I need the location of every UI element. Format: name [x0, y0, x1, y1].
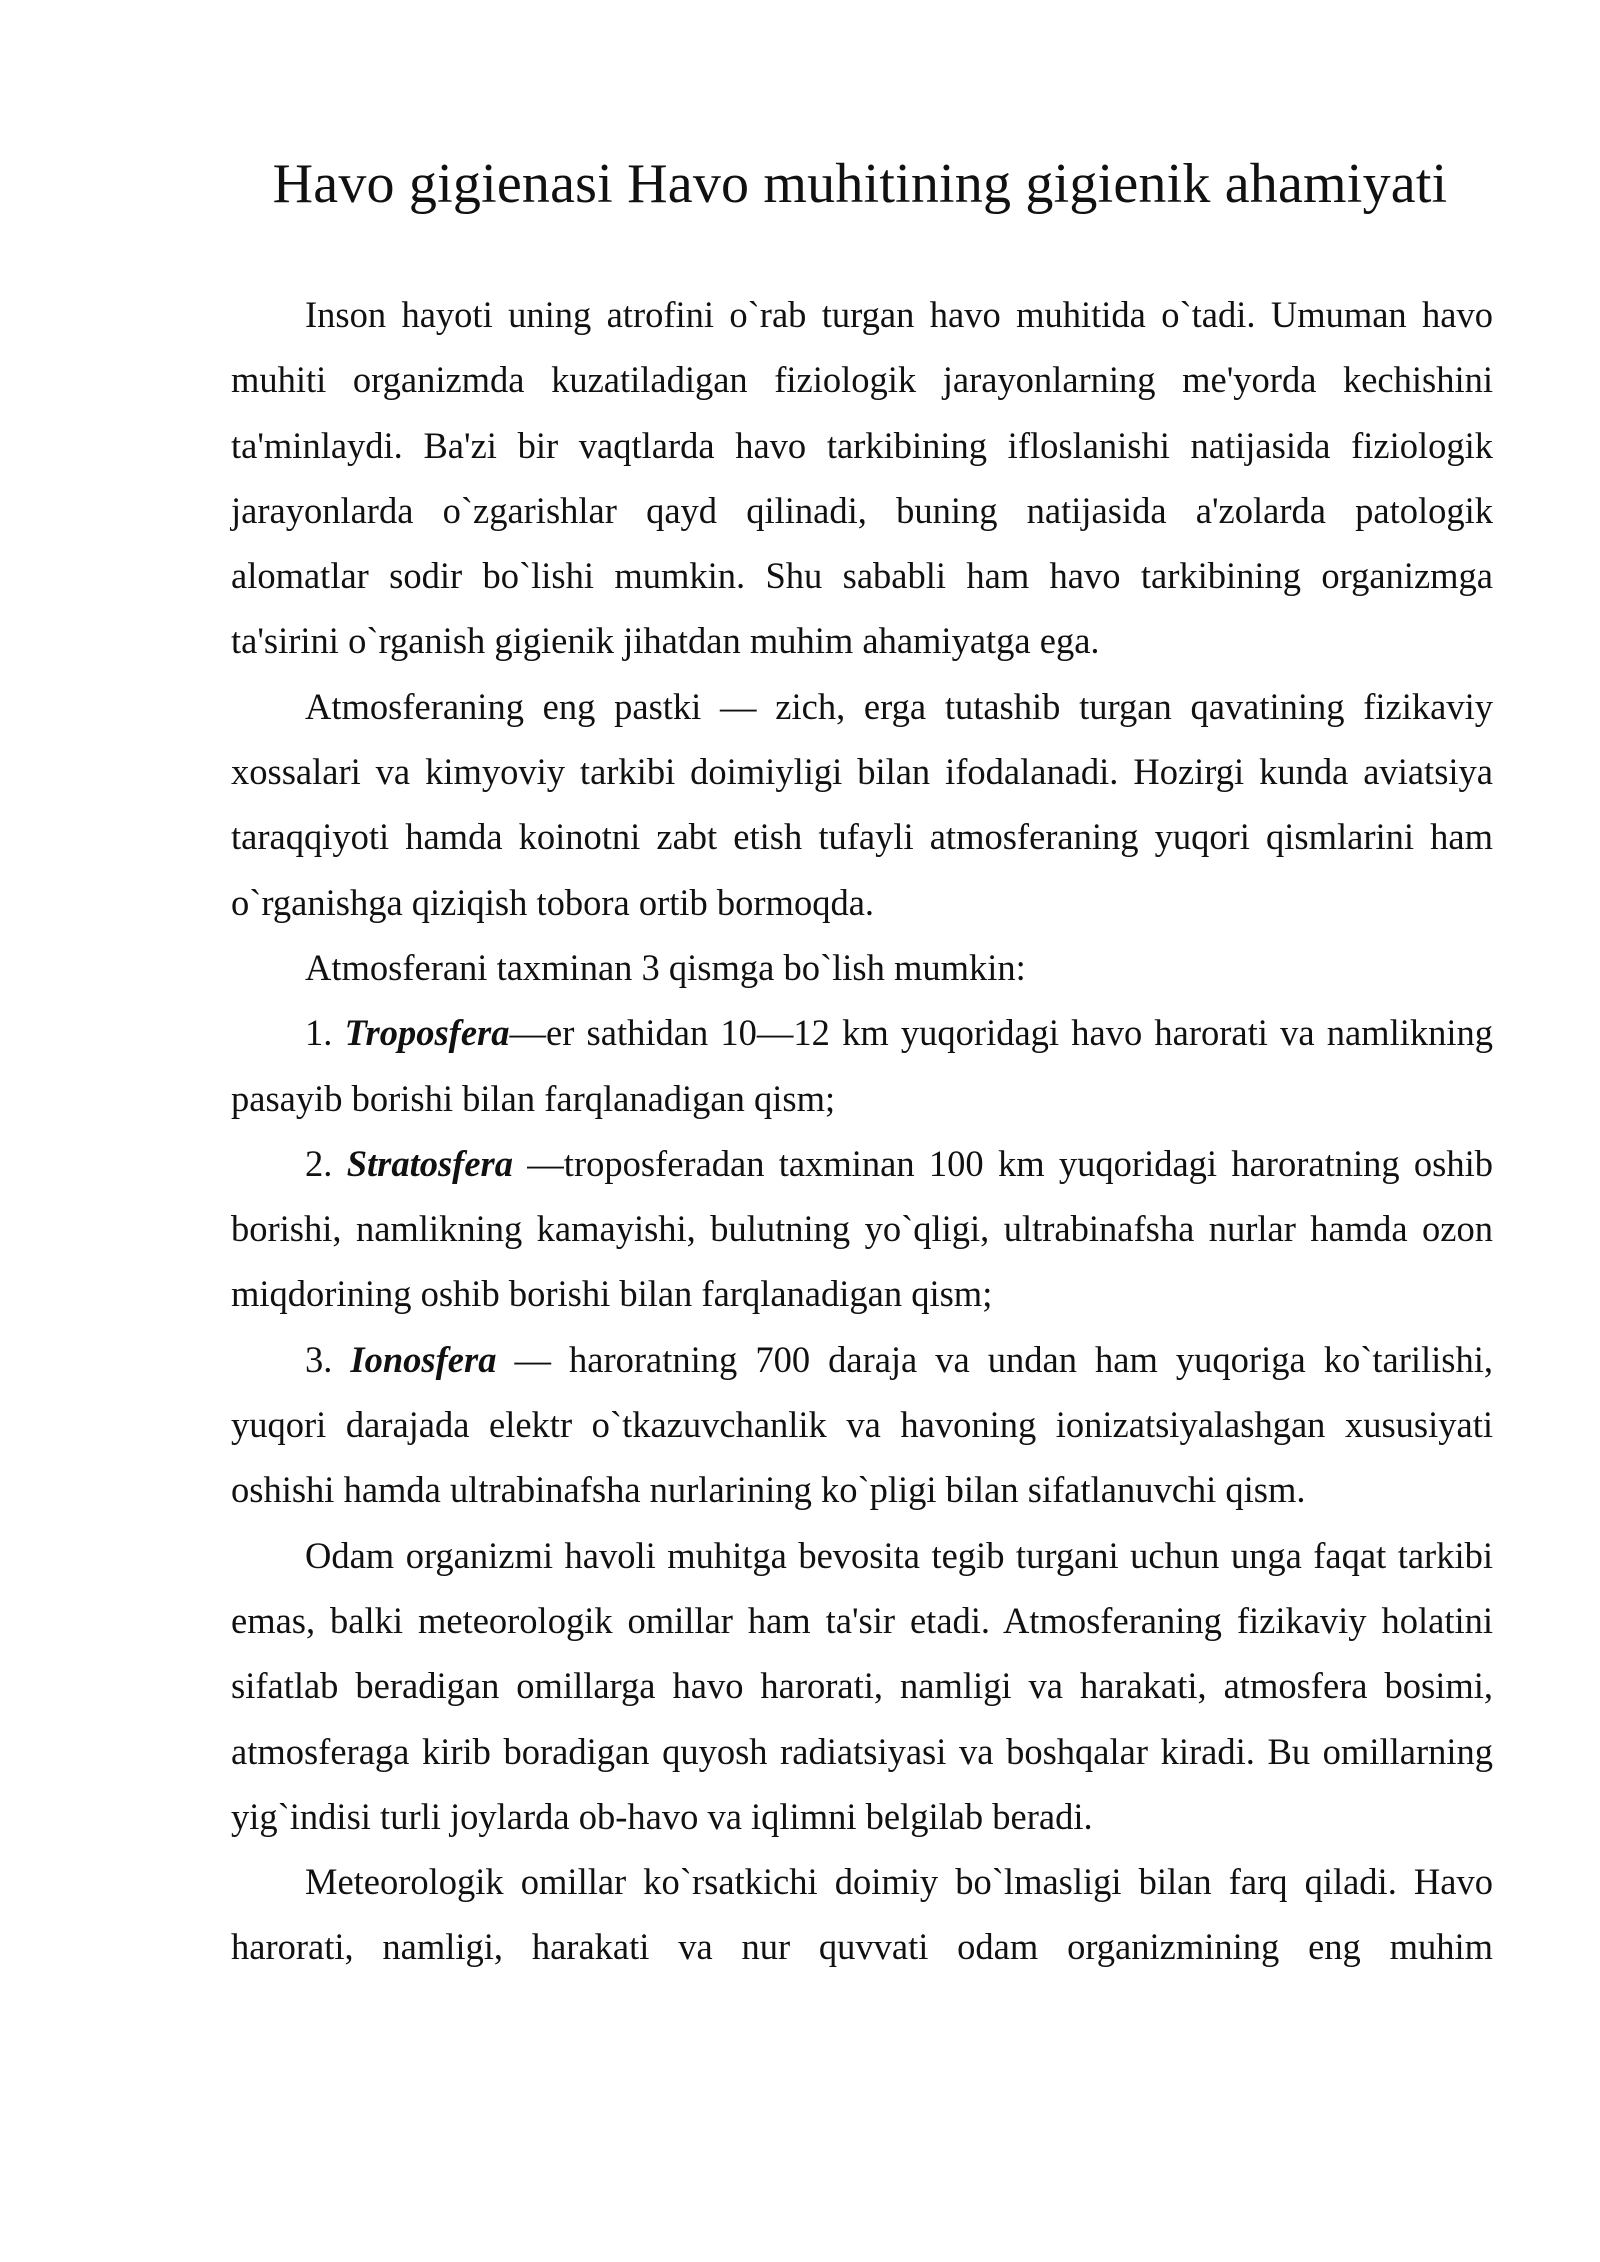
list-number: 1. — [305, 1012, 333, 1054]
document-body — [231, 282, 1493, 1980]
list-item-text: —troposferadan taxminan 100 km yuqoridagi haroratning oshib borishi, namlikning kamayishi, bulutning yo`qligi, ultrabinafsha nurlar hamda ozon miqdorining oshib borishi bilan farqlanadigan qism; — [231, 1142, 1493, 1315]
list-number: 2. — [305, 1142, 333, 1184]
list-item-stratosphere — [231, 1131, 1493, 1327]
term-stratosphere: Stratosfera — [346, 1142, 513, 1184]
paragraph-meteorological-indicators: Meteorologik omillar ko`rsatkichi doimiy bo`lmasligi bilan farq qiladi. Havo harorati, namligi, harakati va nur quvvati odam organizmining eng muhim — [231, 1861, 1493, 1968]
list-item-text: —er sathidan 10—12 km yuqoridagi havo harorati va namlikning pasayib borishi bilan farqlanadigan qism; — [231, 1012, 1493, 1119]
paragraph-list-intro: Atmosferani taxminan 3 qismga bo`lish mumkin: — [305, 946, 1026, 988]
paragraph-atmosphere-layers: Atmosferaning eng pastki — zich, erga tutashib turgan qavatining fizikaviy xossalari va kimyoviy tarkibi doimiyligi bilan ifodalanadi. Hozirgi kunda aviatsiya taraqqiyoti hamda koinotni zabt etish tufayli atmosferaning yuqori qismlarini ham o`rganishga qiziqish tobora ortib bormoqda. — [231, 685, 1493, 923]
page-title: Havo gigienasi Havo muhitining gigienik ahamiyati — [272, 153, 1448, 215]
term-ionosphere: Ionosfera — [350, 1338, 497, 1380]
list-item-text: — haroratning 700 daraja va undan ham yuqoriga ko`tarilishi, yuqori darajada elektr o`tkazuvchanlik va havoning ionizatsiyalashgan xususiyati oshishi hamda ultrabinafsha nurlarining ko`pligi bilan sifatlanuvchi qism. — [231, 1338, 1494, 1511]
term-troposphere: Troposfera — [344, 1012, 510, 1054]
list-number: 3. — [305, 1338, 333, 1380]
list-item-troposphere — [231, 1000, 1493, 1131]
paragraph-meteorological-factors: Odam organizmi havoli muhitga bevosita tegib turgani uchun unga faqat tarkibi emas, balki meteorologik omillar ham ta'sir etadi. Atmosferaning fizikaviy holatini sifatlab beradigan omillarga havo harorati, namligi va harakati, atmosfera bosimi, atmosferaga kirib boradigan quyosh radiatsiyasi va boshqalar kiradi. Bu omillarning yig`indisi turli joylarda ob-havo va iqlimni belgilab beradi. — [231, 1534, 1493, 1837]
paragraph-intro: Inson hayoti uning atrofini o`rab turgan havo muhitida o`tadi. Umuman havo muhiti organizmda kuzatiladigan fiziologik jarayonlarning me'yorda kechishini ta'minlaydi. Ba'zi bir vaqtlarda havo tarkibining ifloslanishi natijasida fiziologik jarayonlarda o`zgarishlar qayd qilinadi, buning natijasida a'zolarda patologik alomatlar sodir bo`lishi mumkin. Shu sababli ham havo tarkibining organizmga ta'sirini o`rganish gigienik jihatdan muhim ahamiyatga ega. — [231, 294, 1493, 662]
list-item-ionosphere — [231, 1327, 1493, 1523]
